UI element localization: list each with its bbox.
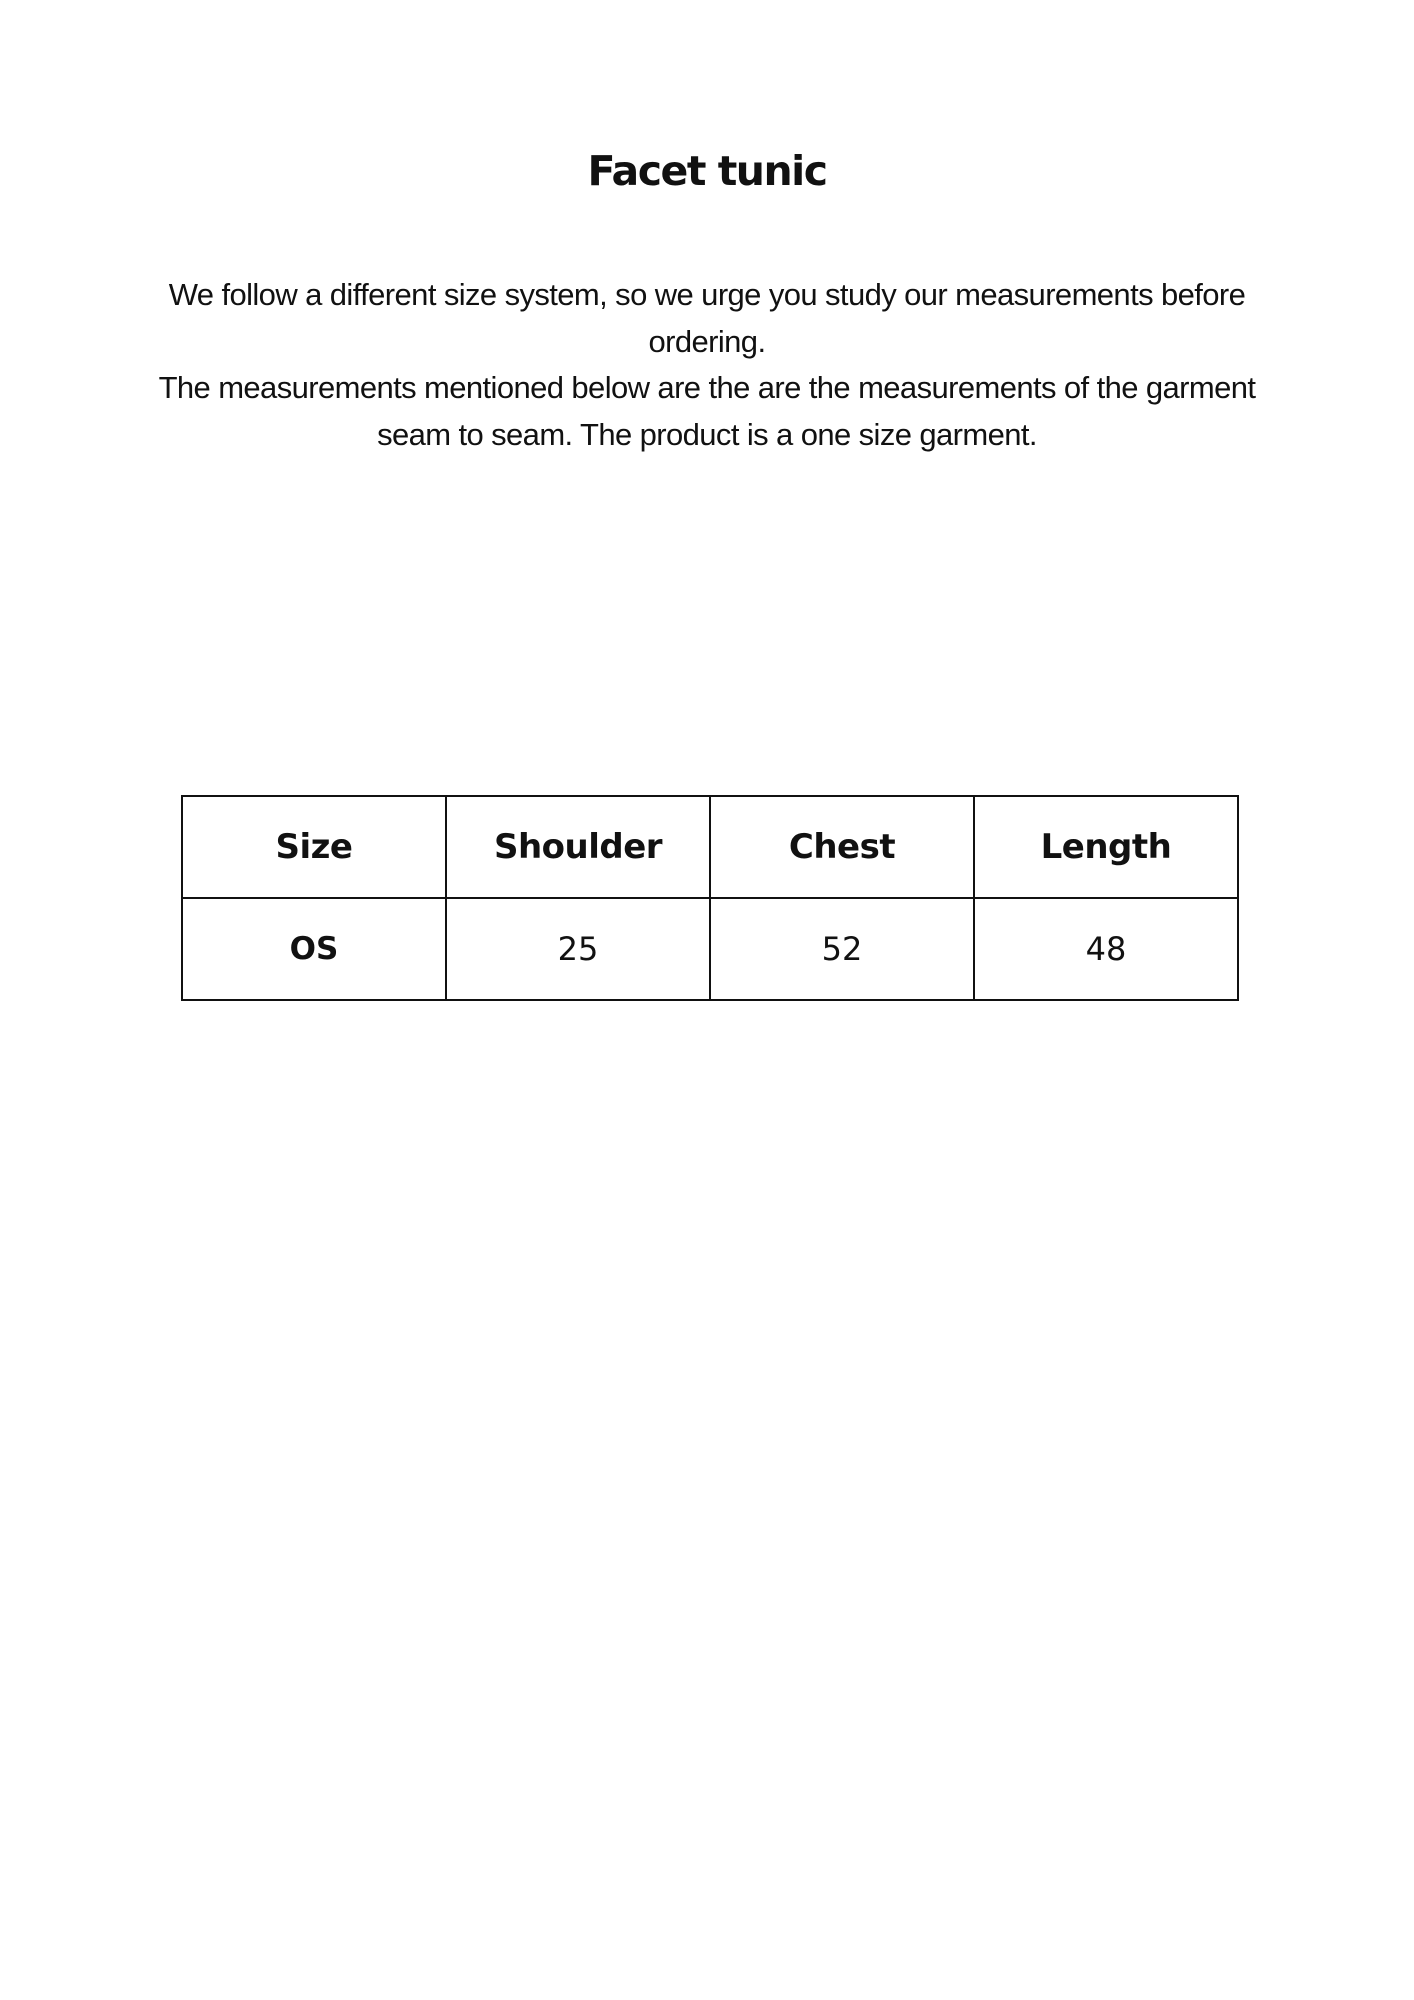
header-size: Size [182,796,446,898]
table-header-row [182,796,1238,898]
cell-chest: 52 [710,898,974,1000]
header-length: Length [974,796,1238,898]
intro-line-measurements: The measurements mentioned below are the are the measurements of the garment seam to seam. The product is a one size garment. [158,370,1256,452]
header-shoulder: Shoulder [446,796,710,898]
cell-length: 48 [974,898,1238,1000]
table-row [182,898,1238,1000]
intro-line-size-system: We follow a different size system, so we urge you study our measurements before ordering. [168,277,1246,359]
intro-text [157,272,1257,458]
header-chest: Chest [710,796,974,898]
page-title: Facet tunic [587,147,827,195]
cell-shoulder: 25 [446,898,710,1000]
cell-size: OS [182,898,446,1000]
size-chart-table [181,795,1239,1001]
